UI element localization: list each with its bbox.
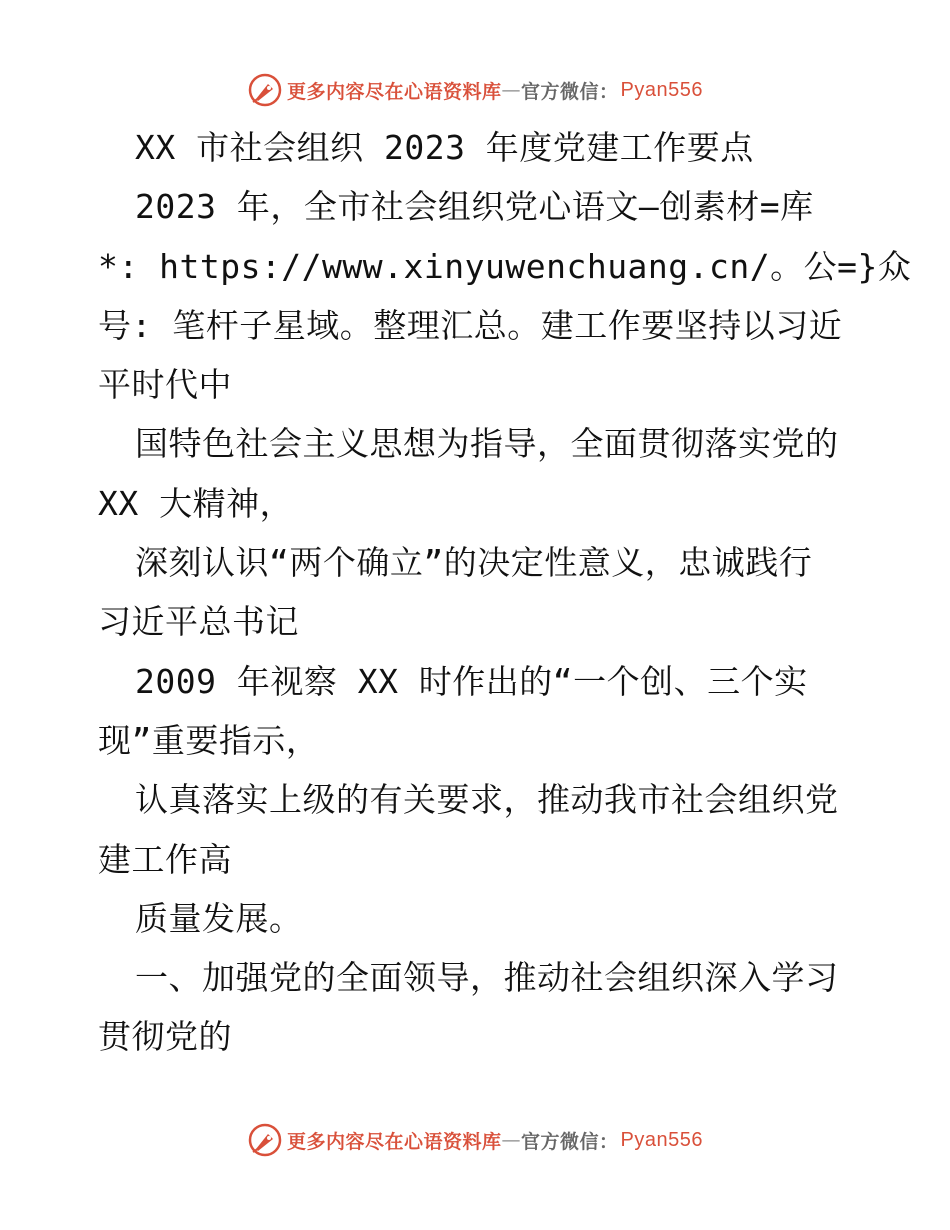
header-watermark [0,72,950,108]
doc-line: 习近平总书记 [98,602,299,642]
doc-line: 2009 年视察 XX 时作出的“一个创、三个实 [135,661,808,701]
watermark-wechat-label: 官方微信： [521,80,619,103]
doc-title: XX 市社会组织 2023 年度党建工作要点 [135,128,754,167]
watermark-separator: — [501,79,522,101]
pen-nib-circle-icon [247,72,283,108]
doc-line: *: https://www.xinyuwenchuang.cn/。公=}众 [98,246,912,286]
document-body [98,118,912,1067]
doc-line: 质量发展。 [135,898,303,938]
watermark-wechat-id: Pyan556 [620,78,703,101]
watermark-wechat-label: 官方微信： [521,1130,619,1153]
doc-line: 号: 笔杆子星域。整理汇总。建工作要坚持以习近 [98,305,843,345]
watermark-main-text: 更多内容尽在心语资料库 [287,80,502,103]
section-heading: 一、加强党的全面领导，推动社会组织深入学习 [135,958,839,998]
doc-line: 认真落实上级的有关要求，推动我市社会组织党 [135,780,839,820]
doc-line: 现”重要指示， [98,720,320,760]
doc-line: 贯彻党的 [98,1017,232,1057]
watermark-wechat-id: Pyan556 [620,1128,703,1151]
doc-line: 建工作高 [98,839,232,879]
doc-line: 国特色社会主义思想为指导，全面贯彻落实党的 [135,424,839,464]
watermark-separator: — [501,1129,522,1151]
pen-nib-circle-icon [247,1122,283,1158]
doc-line: 平时代中 [98,365,232,405]
doc-line: 深刻认识“两个确立”的决定性意义，忠诚践行 [135,543,813,583]
doc-line: 2023 年，全市社会组织党心语文—创素材=库 [135,187,814,227]
watermark-main-text: 更多内容尽在心语资料库 [287,1130,502,1153]
doc-line: XX 大精神， [98,483,294,523]
footer-watermark [0,1122,950,1158]
